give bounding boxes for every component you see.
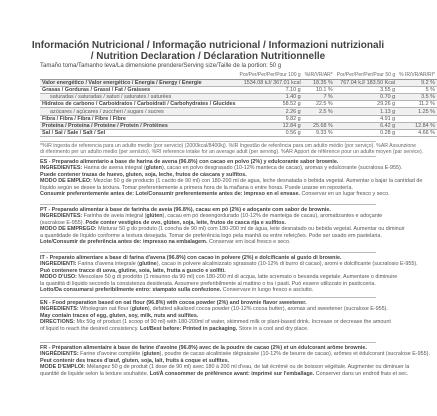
bold-text: EN - Food preparation based on oat flour (96.8%) with cocoa powder (2%) and brownie flavor sweetener. <box>40 300 307 306</box>
text: Mélangez 50 g de produit (1 dose de 90 ml) avec 180 à 200 ml d'eau, de lait écrémé ou de boisson végétale. Augmenter ou diminuer la <box>86 364 410 371</box>
bold-text: PT - Preparado alimentar à base de farinha de aveia (96.8%), cacau em pó (2%) e adoçante com sabor de brownie. <box>40 207 331 213</box>
bold-text: Peut contenir des traces d'œuf, gluten, soja, lait, fruits à coque et sulfites. <box>40 357 230 364</box>
bold-text: MODO D'USO: <box>40 274 79 281</box>
language-section <box>40 207 405 246</box>
ri-per-100g: 10.1 % <box>303 86 335 93</box>
bold-text: MODE D'EMPLOI: <box>40 364 87 371</box>
text: ), cacao en polvo desgrasado (10-12% manteca de cacao), aromas y edulcorante (sucralosa E-955). <box>161 165 403 172</box>
section-line <box>40 239 376 245</box>
ri-per-100g <box>303 115 335 122</box>
language-section <box>40 159 423 198</box>
bold-text: INGREDIENTES: <box>40 165 84 172</box>
bold-text: gluten <box>143 351 160 358</box>
value-per-50g: 29.26 g <box>335 101 397 108</box>
bold-text: Pode conter vestígios de ovo, glúten, soja, leite, frutos de casca rija e sulfitos. <box>85 219 286 226</box>
text: Conservare in luogo fresco e asciutto. <box>222 287 314 294</box>
ri-per-50g: 9.2 % <box>397 79 437 86</box>
value-per-50g: 0.70 g <box>335 94 397 101</box>
text: Mezclar 50 g de producto (1 cacito de 90 ml) con 180-200 ml de agua, leche desnatada o bebida vegetal. Aumentar o bajar la cantidad de <box>93 178 423 185</box>
nutrient-name: Sal / Sal / Sale / Salt / Sel <box>40 130 238 137</box>
bold-text: INGRÉDIENTS: <box>40 351 81 358</box>
divider <box>40 204 376 205</box>
text: a quantidade de líquido conforme a textura desejada. Tomar de preferência logo pela manhã ou entre refeições. Pode ser usado em pastelaria. <box>40 232 382 239</box>
bold-text: glutine <box>139 261 157 268</box>
table-row <box>40 79 437 86</box>
ri-per-50g: 12.84 % <box>397 122 437 129</box>
ri-per-100g: 18.35 % <box>303 79 335 86</box>
bold-text: INGREDIENTS: <box>40 306 81 313</box>
ri-per-100g: 9.33 % <box>303 130 335 137</box>
footnote-line: di riferimento per un adulto medio (per servizio). %RI reference intake for an average adult (per serving). %AR Apport de référence pour un adulte moyen (par service). <box>40 149 424 156</box>
bold-text: gluten <box>131 306 148 313</box>
table-row <box>40 115 437 122</box>
ri-per-50g: 1.25 % <box>397 108 437 115</box>
ri-per-50g: 5 % <box>397 86 437 93</box>
table-row <box>40 108 437 115</box>
ri-per-50g: 3.5 % <box>397 94 437 101</box>
value-per-50g: 1.13 g <box>335 108 397 115</box>
ri-per-100g: 22.5 % <box>303 101 335 108</box>
text: Harina de avena integral ( <box>83 165 146 172</box>
text: líquido según se desee la textura. Tomar preferentemente a primera hora de la mañana o entre horas. Puede usarse en repostería. <box>40 184 354 191</box>
bold-text: Lot/À consommer de préférence avant: imprimé sur l'emballage. <box>149 370 316 377</box>
nutrient-name: Fibra / Fibra / Fibra / Fibre / Fibre <box>40 115 238 122</box>
text: Mix 50g of product (1 scoop of 90 ml) with 180-200ml of water, skimmed milk or plant-based drink. Increase or decrease the amount <box>76 319 391 326</box>
nutrient-name: azúcares / açúcares / zuccheri / sugars / sucres <box>40 108 238 115</box>
value-per-100g: 2.26 g <box>238 108 303 115</box>
bold-text: ES - Preparado alimentario a base de harina de avena (96.8%) con cacao en polvo (2%) y edulcorante sabor brownie. <box>40 159 339 165</box>
divider <box>40 252 376 253</box>
value-per-100g: 9.82 g <box>238 115 303 122</box>
column-header: %IR/VR/AR* <box>304 72 333 79</box>
divider <box>40 297 376 298</box>
language-section <box>40 345 430 377</box>
value-per-50g: 6.42 g <box>335 122 397 129</box>
divider <box>40 342 376 343</box>
text: of liquid to reach the desired consistency. <box>40 325 140 332</box>
bold-text: IT - Preparato alimentare a base di farina d'avena (96.8%) con cacao in polvere (2%) e dolcificante al gusto di brownie. <box>40 255 342 261</box>
column-header: % IR/VR/AR/RI* <box>399 72 435 79</box>
bold-text: May contain traces of egg, gluten, soy, milk, nuts and sulfites. <box>40 312 199 319</box>
value-per-100g: 12.84 g <box>238 122 303 129</box>
text: quantité de liquide selon la texture souhaitée. <box>40 370 150 377</box>
value-per-100g: 7.10 g <box>238 86 303 93</box>
value-per-50g: 0.28 g <box>335 130 397 137</box>
text: Conservar en un lugar fresco y seco. <box>301 191 390 198</box>
value-per-50g: 3.55 g <box>335 86 397 93</box>
text: (sucralose E-955). <box>40 219 86 226</box>
nutrient-name: Proteína / Proteína / Proteine / Protein / Protéines <box>40 122 238 129</box>
text: la quantità di liquido secondo la consistenza desiderata. Assumere preferibilmente al mattino o tra i pasti. Può essere utilizzato in pasticceria. <box>40 280 376 287</box>
text: Conserver dans un endroit frais et sec. <box>315 370 409 377</box>
bold-text: gluten <box>145 165 162 172</box>
bold-text: MODO DE EMPREGO: <box>40 226 99 233</box>
bold-text: Lot/Best before: Printed in packaging. <box>139 325 239 332</box>
ri-per-100g: 25.68 % <box>303 122 335 129</box>
nutrient-name: Grasas / Gorduras / Grassi / Fat / Graisses <box>40 86 238 93</box>
section-line <box>40 370 409 377</box>
bold-text: Lotto/Da consumarsi preferibilmente entro: stampato sulla confezione. <box>40 287 223 294</box>
serving-size: Tamaño toma/Tamanho leva/La dimensione prendere/Serving size/Taille de la portion: 50 g <box>40 63 282 69</box>
section-line <box>40 191 390 198</box>
bold-text: DIRECTIONS: <box>40 319 77 326</box>
text: ), poudre de cacao alcalinisée dégraissée (10-12% de beurre de cacao), arômes et édulcorant (sucralose E-955). <box>159 351 430 358</box>
ri-per-50g: 11.2 % <box>397 101 437 108</box>
language-section <box>40 300 391 332</box>
ri-per-50g <box>397 115 437 122</box>
text: Farina d'avena integrale ( <box>78 261 140 268</box>
nutrient-name: saturadas / saturadas / saturi / saturates / saturées <box>40 94 238 101</box>
bold-text: MODO DE EMPLEO: <box>40 178 94 185</box>
footnote-line: *%IR ingesta de referencia para un adulto medio (por servicio) (2000kcal/8400kj). %IR Ingestão de referência para um adulto médio (por serviço). %AR Assunzione <box>40 143 416 149</box>
divider <box>40 141 376 142</box>
bold-text: Può contenere tracce di uova, glutine, soia, latte, frutta a guscio e solfiti. <box>40 267 226 274</box>
column-header: Por/Per/Per/Per/Pour 100 g <box>239 72 301 79</box>
value-per-100g: 1.40 g <box>238 94 303 101</box>
text: Misturar 50 g do produto (1 concha de 90 ml) com 180-200 ml de água, leite desnatado ou bebida vegetal. Aumentar ou diminuir <box>98 226 405 233</box>
nutrition-table <box>40 72 437 137</box>
bold-text: glúten <box>146 213 163 220</box>
table-row <box>40 122 437 129</box>
bold-text: Puede contener trazas de huevo, gluten, soja, leche, frutos de cáscara y sulfitos. <box>40 171 247 178</box>
bold-text: INGREDIENTI: <box>40 261 79 268</box>
value-per-100g: 1534.08 kJ/ 367.01 kcal <box>238 79 303 86</box>
nutrient-name: Hidratos de carbono / Carboidratos / Carboidrati / Carbohydrates / Glucides <box>42 101 236 108</box>
section-line <box>40 287 376 293</box>
table-row <box>40 86 437 93</box>
table-row <box>40 130 437 137</box>
text: ), defatted alkalized cocoa powder (10-12% cocoa butter), aromas and sweetener (sucralose E-955). <box>147 306 388 313</box>
table-row <box>40 101 437 108</box>
bold-text: Lote/Consumir de preferência antes de: impresso na embalagem. <box>40 239 209 246</box>
ri-per-100g: 2.5 % <box>303 108 335 115</box>
value-per-100g: 58.52 g <box>238 101 303 108</box>
footnote <box>40 143 424 156</box>
text: Wholegrain oat flour ( <box>80 306 132 313</box>
text: Store in a cool and dry place. <box>238 325 309 332</box>
bold-text: FR - Préparation alimentaire à base de farine d'avoine (96.8%) avec de la poudre de cacao (2%) et un édulcorant arôme brownie. <box>40 345 367 351</box>
label-title-line2: / Nutrition Declaration / Déclaration Nutritionnelle <box>90 51 326 62</box>
language-section <box>40 255 418 294</box>
nutrient-name: Valor energético / Valor energético / Energia / Energy / Energie <box>40 79 238 86</box>
text: Conservar em local fresco e seco. <box>208 239 291 246</box>
text: Farinha de aveia integral ( <box>83 213 147 220</box>
column-header: Por/Per/Per/Per/Pour 50 g <box>336 72 396 79</box>
divider <box>40 156 376 157</box>
text: Mescolare 50 g di prodotto (1 misurino da 90 ml) con 180-200 ml di acqua, latte scremato o bevanda vegetale. Aumentare o diminuire <box>78 274 398 281</box>
section-line <box>40 326 376 332</box>
text: Farine d'avoine complète ( <box>80 351 144 358</box>
value-per-50g: 4.91 g <box>335 115 397 122</box>
value-per-100g: 0.56 g <box>238 130 303 137</box>
label-title-line1: Información Nutricional / Informação nutricional / Informazioni nutrizionali <box>31 40 385 51</box>
ri-per-50g: 4.66 % <box>397 130 437 137</box>
table-row <box>40 94 437 101</box>
bold-text: INGREDIENTES: <box>40 213 84 220</box>
value-per-50g: 767.04 kJ/ 183.50 Kcal <box>335 79 397 86</box>
text: ), cacau em pó desengordurado (10-12% de manteiga de cacau), aromatizantes e adoçante <box>162 213 383 220</box>
ri-per-100g: 7 % <box>303 94 335 101</box>
bold-text: Consumir preferentemente antes de: Lote/Consumir preferentemente antes de: impreso en el envase. <box>40 191 302 198</box>
table-header-row <box>40 72 437 79</box>
text: ), cacao in polvere alcalinizzato sgrassato (10-12% di burro di cacao), aromi e dolcificante (sucralosio E-955). <box>156 261 418 268</box>
